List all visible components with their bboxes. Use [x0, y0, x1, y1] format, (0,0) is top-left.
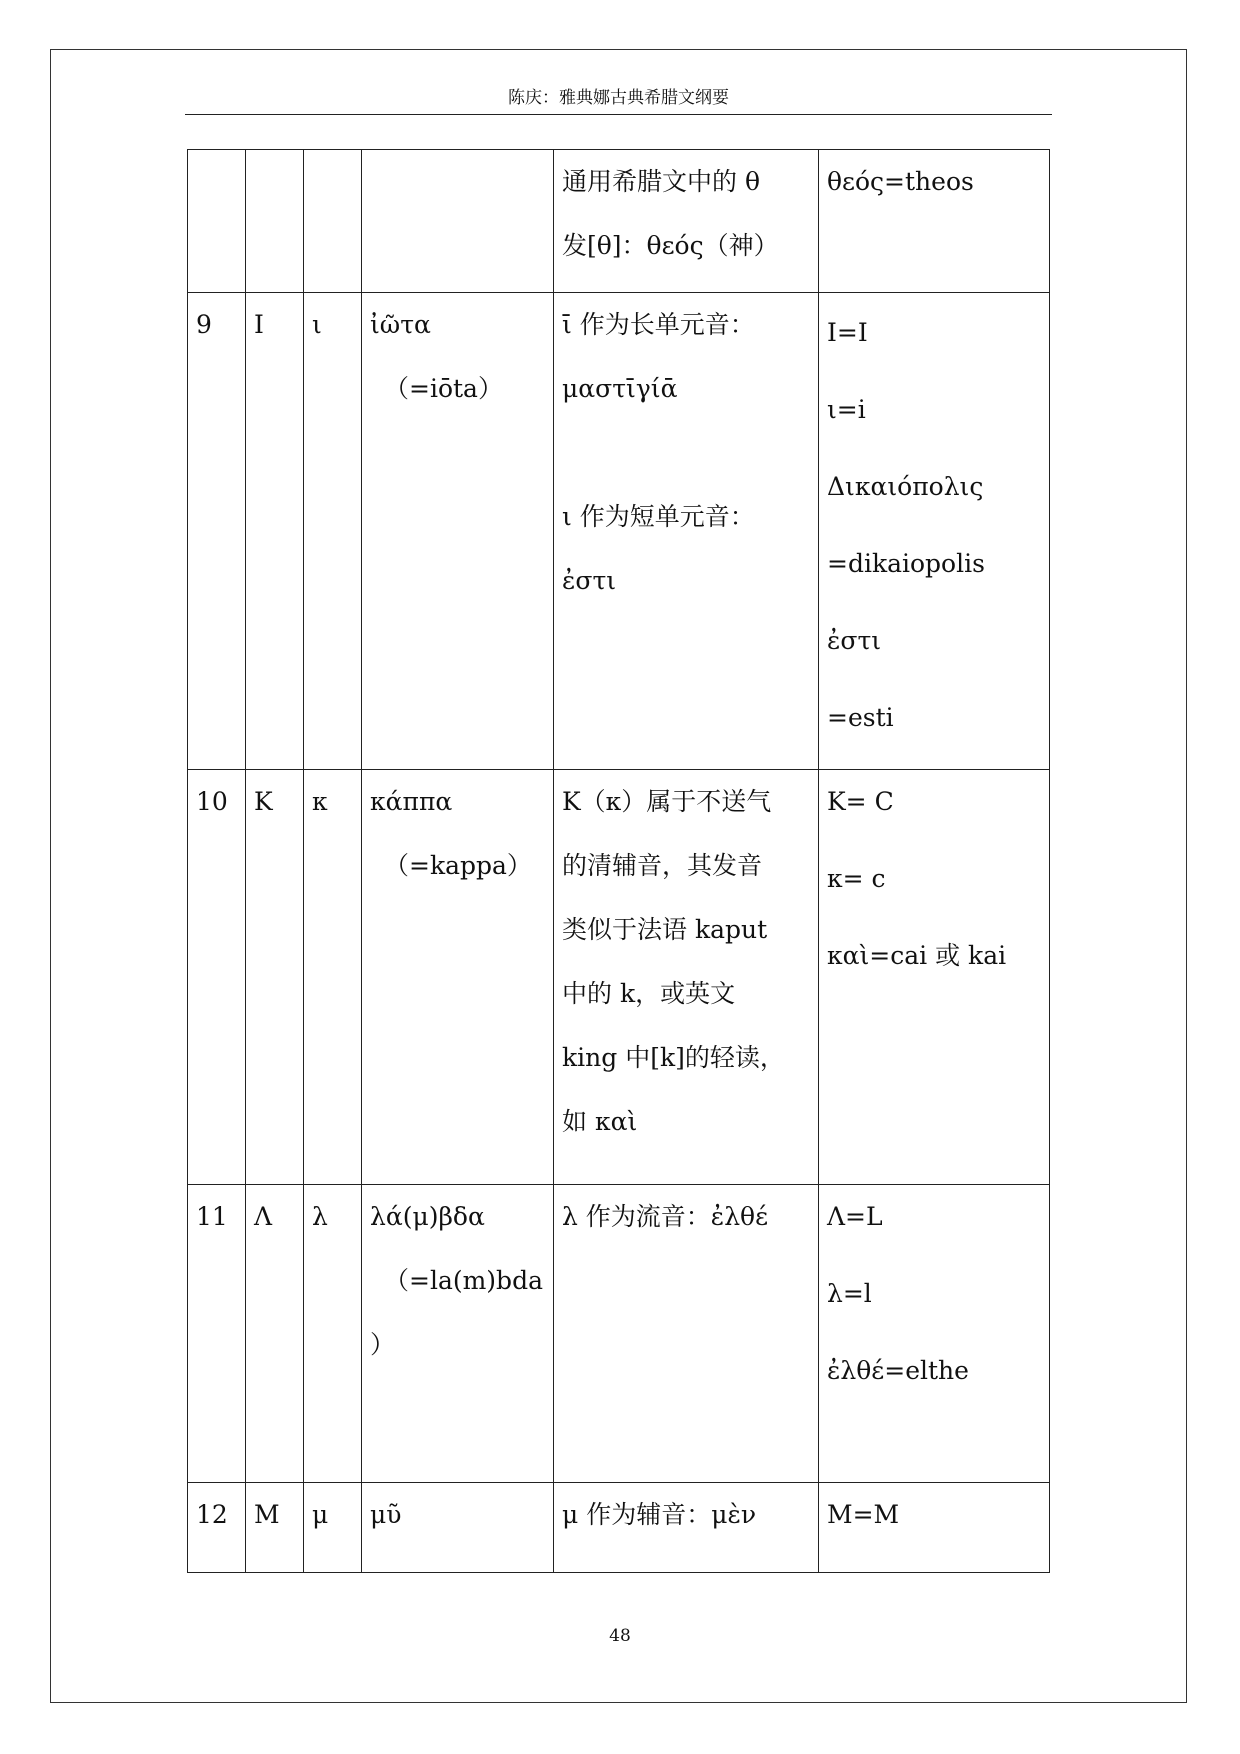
pronunciation-line: ι 作为短单元音：: [562, 502, 755, 531]
pronunciation-spacer: [562, 421, 810, 485]
letter-name-cell: [362, 293, 554, 770]
letter-name: λά(μ)βδα: [370, 1202, 485, 1231]
pronunciation-line: king 中[k]的轻读，: [562, 1043, 785, 1072]
transliteration-line: ἐστι: [827, 626, 882, 655]
letter-name-cell: [362, 150, 554, 293]
letter-number: 9: [196, 310, 212, 339]
pronunciation-cell: [554, 1185, 819, 1483]
pronunciation-cell: [554, 293, 819, 770]
uppercase-letter: Κ: [254, 787, 273, 816]
pronunciation-line: λ 作为流音：ἐλθέ: [562, 1202, 769, 1231]
lowercase-cell: [304, 1483, 362, 1573]
letter-number-cell: [188, 770, 246, 1185]
lowercase-cell: [304, 150, 362, 293]
letter-number-cell: [188, 1185, 246, 1483]
table-row: [188, 770, 1050, 1185]
transliteration-line: καὶ=cai 或 kai: [827, 941, 1007, 970]
transliteration-line: =dikaiopolis: [827, 549, 985, 578]
letter-number: 12: [196, 1500, 228, 1529]
pronunciation-line: 类似于法语 kaput: [562, 915, 768, 944]
letter-number: 11: [196, 1202, 228, 1231]
uppercase-letter: Ι: [254, 310, 264, 339]
header-rule: [185, 114, 1052, 115]
letter-name: μῦ: [370, 1500, 402, 1529]
uppercase-cell: [246, 1185, 304, 1483]
table-row: [188, 1483, 1050, 1573]
transliteration-line: Δικαιόπολις: [827, 472, 984, 501]
page-number: 48: [609, 1626, 631, 1646]
letter-number-cell: [188, 293, 246, 770]
transliteration-cell: [819, 1483, 1050, 1573]
uppercase-cell: [246, 770, 304, 1185]
transliteration-cell: [819, 293, 1050, 770]
transliteration-cell: [819, 770, 1050, 1185]
pronunciation-line: 发[θ]：θεός（神）: [562, 231, 779, 260]
uppercase-letter: Λ: [254, 1202, 273, 1231]
lowercase-letter: λ: [312, 1202, 328, 1231]
transliteration-cell: [819, 150, 1050, 293]
table-row: [188, 293, 1050, 770]
pronunciation-line: ἐστι: [562, 566, 617, 595]
lowercase-cell: [304, 1185, 362, 1483]
pronunciation-cell: [554, 770, 819, 1185]
pronunciation-line: 通用希腊文中的 θ: [562, 167, 760, 196]
letter-number: 10: [196, 787, 228, 816]
pronunciation-line: μ 作为辅音：μὲν: [562, 1500, 757, 1529]
letter-name: ἰῶτα: [370, 310, 431, 339]
transliteration-line: =esti: [827, 703, 894, 732]
transliteration-cell: [819, 1185, 1050, 1483]
uppercase-cell: [246, 150, 304, 293]
letter-number-cell: [188, 1483, 246, 1573]
transliteration-line: κ= c: [827, 864, 886, 893]
lowercase-letter: μ: [312, 1500, 329, 1529]
pronunciation-line: 的清辅音，其发音: [562, 851, 763, 880]
table-row: [188, 150, 1050, 293]
letter-name-cell: [362, 1483, 554, 1573]
letter-name-cell: [362, 1185, 554, 1483]
letter-name-romanized: （=kappa）: [384, 851, 532, 880]
letter-name-cell: [362, 770, 554, 1185]
greek-alphabet-table: [187, 149, 1050, 1573]
pronunciation-line: Κ（κ）属于不送气: [562, 787, 772, 816]
letter-name-romanized: （=la(m)bda: [384, 1266, 543, 1295]
lowercase-letter: ι: [312, 310, 322, 339]
letter-name: κάππα: [370, 787, 453, 816]
running-header: 陈庆：雅典娜古典希腊文纲要: [508, 88, 729, 108]
pronunciation-cell: [554, 150, 819, 293]
letter-name-romanized: （=iōta）: [384, 374, 503, 403]
table-row: [188, 1185, 1050, 1483]
letter-name-romanized-end: ）: [370, 1330, 396, 1359]
transliteration-line: ἐλθέ=elthe: [827, 1356, 969, 1385]
pronunciation-line: μαστῑγίᾱ: [562, 374, 678, 403]
transliteration-line: Ι=I: [827, 318, 868, 347]
lowercase-cell: [304, 293, 362, 770]
uppercase-letter: Μ: [254, 1500, 280, 1529]
pronunciation-line: 中的 k，或英文: [562, 979, 736, 1008]
transliteration-line: Λ=L: [827, 1202, 883, 1231]
transliteration-line: Κ= C: [827, 787, 894, 816]
transliteration-line: θεός=theos: [827, 167, 974, 196]
pronunciation-cell: [554, 1483, 819, 1573]
lowercase-letter: κ: [312, 787, 328, 816]
pronunciation-line: 如 καὶ: [562, 1107, 638, 1136]
uppercase-cell: [246, 1483, 304, 1573]
transliteration-line: ι=i: [827, 395, 866, 424]
transliteration-line: λ=l: [827, 1279, 872, 1308]
pronunciation-line: ῑ 作为长单元音：: [562, 310, 755, 339]
uppercase-cell: [246, 293, 304, 770]
lowercase-cell: [304, 770, 362, 1185]
transliteration-line: Μ=M: [827, 1500, 900, 1529]
letter-number-cell: [188, 150, 246, 293]
